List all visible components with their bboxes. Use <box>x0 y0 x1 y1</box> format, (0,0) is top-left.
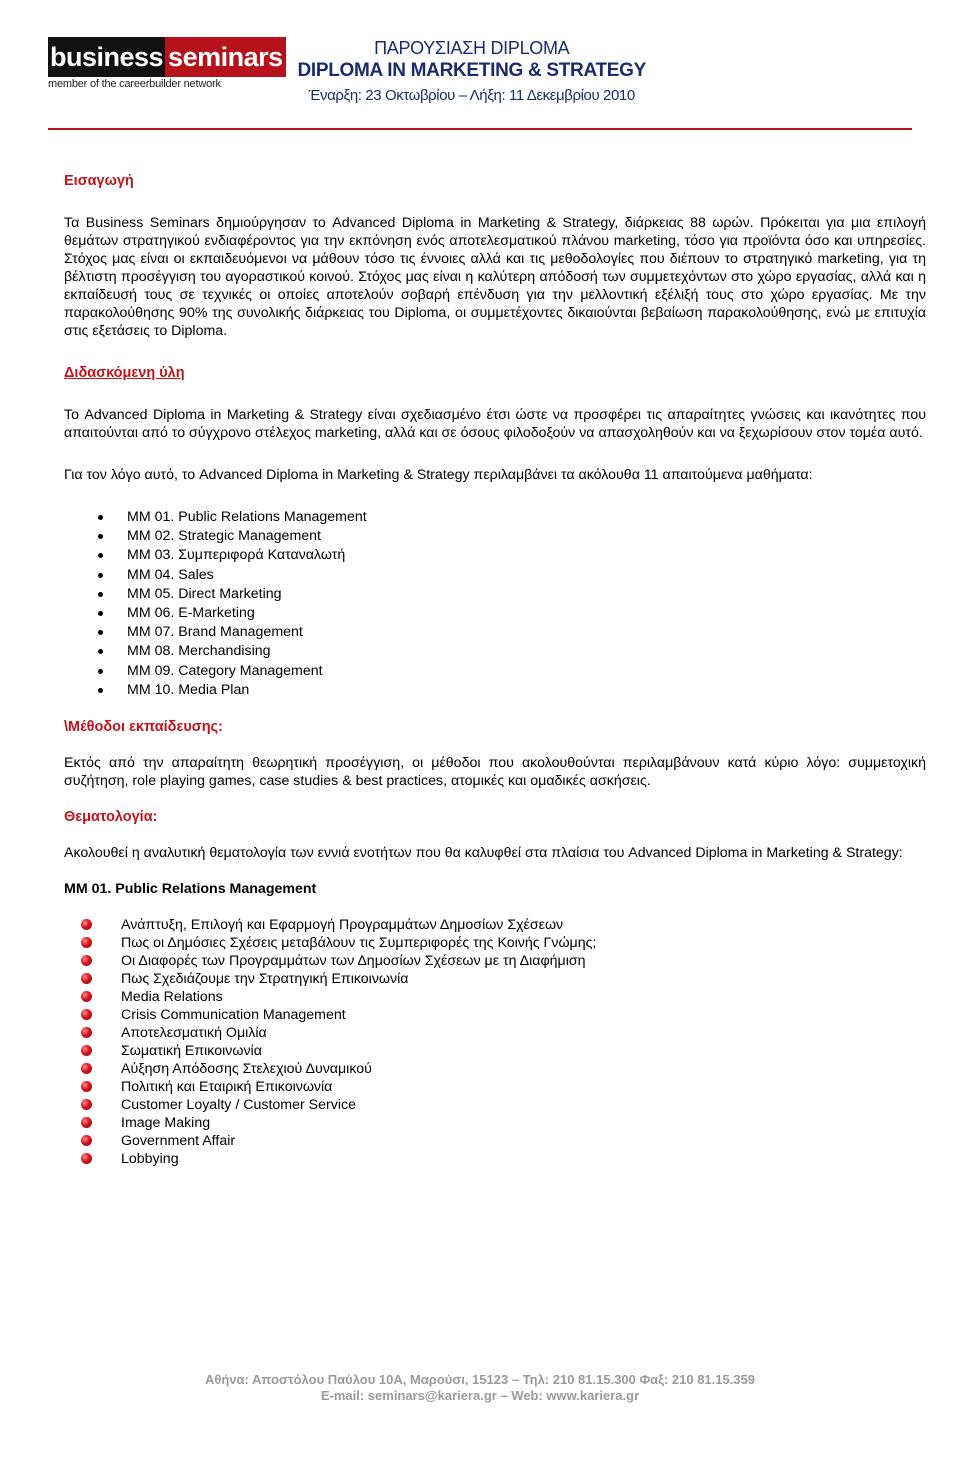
list-item <box>64 1024 926 1042</box>
course-label: MM 05. Direct Marketing <box>127 585 282 602</box>
header-divider <box>48 128 912 130</box>
topics-heading: Θεματολογία: <box>64 808 158 825</box>
topic-label: Σωματική Επικοινωνία <box>121 1042 262 1059</box>
list-item <box>64 662 926 681</box>
material-paragraph-1: Το Advanced Diploma in Marketing & Strategy είναι σχεδιασμένο έτσι ώστε να προσφέρει τις απαραίτητες γνώσεις και ικανότητες που απαιτούνται από το σύγχρονο στέλεχος marketing, αλλά και σε όσους φιλοδοξούν να απασχοληθούν και να ξεχωρίσουν στον τομέα αυτό. <box>64 407 926 441</box>
red-bullet-icon <box>81 973 92 984</box>
red-bullet-icon <box>81 937 92 948</box>
business-seminars-logo <box>48 37 283 90</box>
red-bullet-icon <box>81 1135 92 1146</box>
course-label: MM 07. Brand Management <box>127 624 303 641</box>
red-bullet-icon <box>81 1063 92 1074</box>
bullet-icon <box>98 669 103 674</box>
intro-heading: Εισαγωγή <box>64 173 134 189</box>
course-label: MM 02. Strategic Management <box>127 528 321 545</box>
bullet-icon <box>98 534 103 539</box>
red-bullet-icon <box>81 1045 92 1056</box>
footer-contact: E-mail: seminars@kariera.gr – Web: www.kariera.gr <box>320 1388 640 1403</box>
list-item <box>64 566 926 585</box>
topic-label: Αύξηση Απόδοσης Στελεχιού Δυναμικού <box>121 1060 372 1077</box>
course-label: MM 06. E-Marketing <box>127 604 255 621</box>
list-item <box>64 1114 926 1132</box>
logo-wordmark <box>48 37 283 77</box>
topic-label: Πως Σχεδιάζουμε την Στρατηγική Επικοινωνία <box>121 970 409 987</box>
topic-label: Πως οι Δημόσιες Σχέσεις μεταβάλουν τις Συμπεριφορές της Κοινής Γνώμης; <box>121 934 597 951</box>
topic-label: Οι Διαφορές των Προγραμμάτων των Δημοσίων Σχέσεων με τη Διαφήμιση <box>121 952 586 969</box>
list-item <box>64 585 926 604</box>
footer-address: Αθήνα: Αποστόλου Παύλου 10Α, Μαρούσι, 15123 – Τηλ: 210 81.15.300 Φαξ: 210 81.15.359 <box>204 1372 756 1387</box>
module-title: MM 01. Public Relations Management <box>64 880 317 897</box>
list-item <box>64 934 926 952</box>
red-bullet-icon <box>81 955 92 966</box>
topic-label: Media Relations <box>121 988 223 1005</box>
red-bullet-icon <box>81 1009 92 1020</box>
bullet-icon <box>98 515 103 520</box>
list-item <box>64 681 926 700</box>
red-bullet-icon <box>81 1099 92 1110</box>
material-paragraph-2: Για τον λόγο αυτό, το Advanced Diploma in Marketing & Strategy περιλαμβάνει τα ακόλουθα 11 απαιτούμενα μαθήματα: <box>64 467 813 483</box>
document-body <box>64 172 926 1168</box>
methods-heading: \Μέθοδοι εκπαίδευσης: <box>64 718 223 735</box>
red-bullet-icon <box>81 1153 92 1164</box>
list-item <box>64 970 926 988</box>
bullet-icon <box>98 630 103 635</box>
list-item <box>64 623 926 642</box>
header-dates: Έναρξη: 23 Οκτωβρίου – Λήξη: 11 Δεκεμβρίου 2010 <box>308 87 635 104</box>
header-title: DIPLOMA IN MARKETING & STRATEGY <box>297 60 646 81</box>
list-item <box>64 1096 926 1114</box>
list-item <box>64 1060 926 1078</box>
course-label: MM 09. Category Management <box>127 662 323 679</box>
list-item <box>64 642 926 661</box>
list-item <box>64 1132 926 1150</box>
red-bullet-icon <box>81 991 92 1002</box>
course-label: MM 03. Συμπεριφορά Καταναλωτή <box>127 547 346 564</box>
red-bullet-icon <box>81 1027 92 1038</box>
list-item <box>64 1006 926 1024</box>
logo-tagline: member of the careerbuilder network <box>48 78 221 90</box>
course-label: MM 10. Media Plan <box>127 681 250 698</box>
list-item <box>64 527 926 546</box>
course-list <box>64 508 926 700</box>
header-presentation: ΠΑΡΟΥΣΙΑΣΗ DIPLOMA <box>374 38 570 58</box>
red-bullet-icon <box>81 919 92 930</box>
topics-paragraph: Ακολουθεί η αναλυτική θεματολογία των εννιά ενοτήτων που θα καλυφθεί στα πλαίσια του Advanced Diploma in Marketing & Strategy: <box>64 844 903 861</box>
topic-label: Crisis Communication Management <box>121 1006 346 1023</box>
module-topic-list <box>64 916 926 1168</box>
page-footer <box>0 1372 960 1404</box>
logo-word-seminars: seminars <box>165 37 286 77</box>
list-item <box>64 1078 926 1096</box>
topic-label: Government Affair <box>121 1132 236 1149</box>
list-item <box>64 546 926 565</box>
methods-paragraph: Εκτός από την απαραίτητη θεωρητική προσέγγιση, οι μέθοδοι που ακολουθούνται περιλαμβάνουν κατά κύριο λόγο: συμμετοχική συζήτηση, role playing games, case studies & best practices, ατομικές και ομαδικές ασκήσεις. <box>64 754 926 789</box>
topic-label: Customer Loyalty / Customer Service <box>121 1096 356 1113</box>
course-label: MM 04. Sales <box>127 566 214 583</box>
list-item <box>64 508 926 527</box>
list-item <box>64 988 926 1006</box>
list-item <box>64 1042 926 1060</box>
topic-label: Πολιτική και Εταιρική Επικοινωνία <box>121 1078 333 1095</box>
red-bullet-icon <box>81 1117 92 1128</box>
list-item <box>64 916 926 934</box>
list-item <box>64 952 926 970</box>
bullet-icon <box>98 592 103 597</box>
list-item <box>64 604 926 623</box>
list-item <box>64 1150 926 1168</box>
document-header <box>297 37 646 109</box>
bullet-icon <box>98 553 103 558</box>
intro-paragraph: Τα Business Seminars δημιούργησαν το Advanced Diploma in Marketing & Strategy, διάρκειας 88 ωρών. Πρόκειται για μια επιλογή θεμάτων στρατηγικού ενδιαφέροντος για την εκπόνηση ενός αποτελεσματικού πλάνου marketing, τόσο για προϊόντα όσο και υπηρεσίες. Στόχος μας είναι οι εκπαιδευόμενοι να μάθουν τόσο τις έννοιες αλλά και τις μεθοδολογίες που διέπουν το στρατηγικό marketing, για τη βέλτιστη προσέγγιση του αγοραστικού κοινού. Στόχος μας είναι η καλύτερη απόδοσή των συμμετεχόντων στο χώρο εργασίας, αλλά και η εκπαίδευσή τους σε τεχνικές οι οποίες αποτελούν σοβαρή επένδυση για την μελλοντική εξέλιξή τους στο χώρο εργασίας. Με την παρακολούθησης 90% της συνολικής διάρκειας του Diploma, οι συμμετέχοντες δικαιούνται βεβαίωση παρακολούθησης, ενώ με επιτυχία στις εξετάσεις το Diploma. <box>64 215 926 339</box>
bullet-icon <box>98 649 103 654</box>
bullet-icon <box>98 611 103 616</box>
material-heading: Διδασκόμενη ύλη <box>64 365 185 381</box>
course-label: MM 08. Merchandising <box>127 643 271 660</box>
red-bullet-icon <box>81 1081 92 1092</box>
topic-label: Image Making <box>121 1114 211 1131</box>
bullet-icon <box>98 688 103 693</box>
bullet-icon <box>98 573 103 578</box>
course-label: MM 01. Public Relations Management <box>127 509 367 525</box>
topic-label: Lobbying <box>121 1150 179 1167</box>
topic-label: Αποτελεσματική Ομιλία <box>121 1024 267 1041</box>
topic-label: Ανάπτυξη, Επιλογή και Εφαρμογή Προγραμμάτων Δημοσίων Σχέσεων <box>121 916 564 933</box>
logo-word-business: business <box>48 37 165 77</box>
